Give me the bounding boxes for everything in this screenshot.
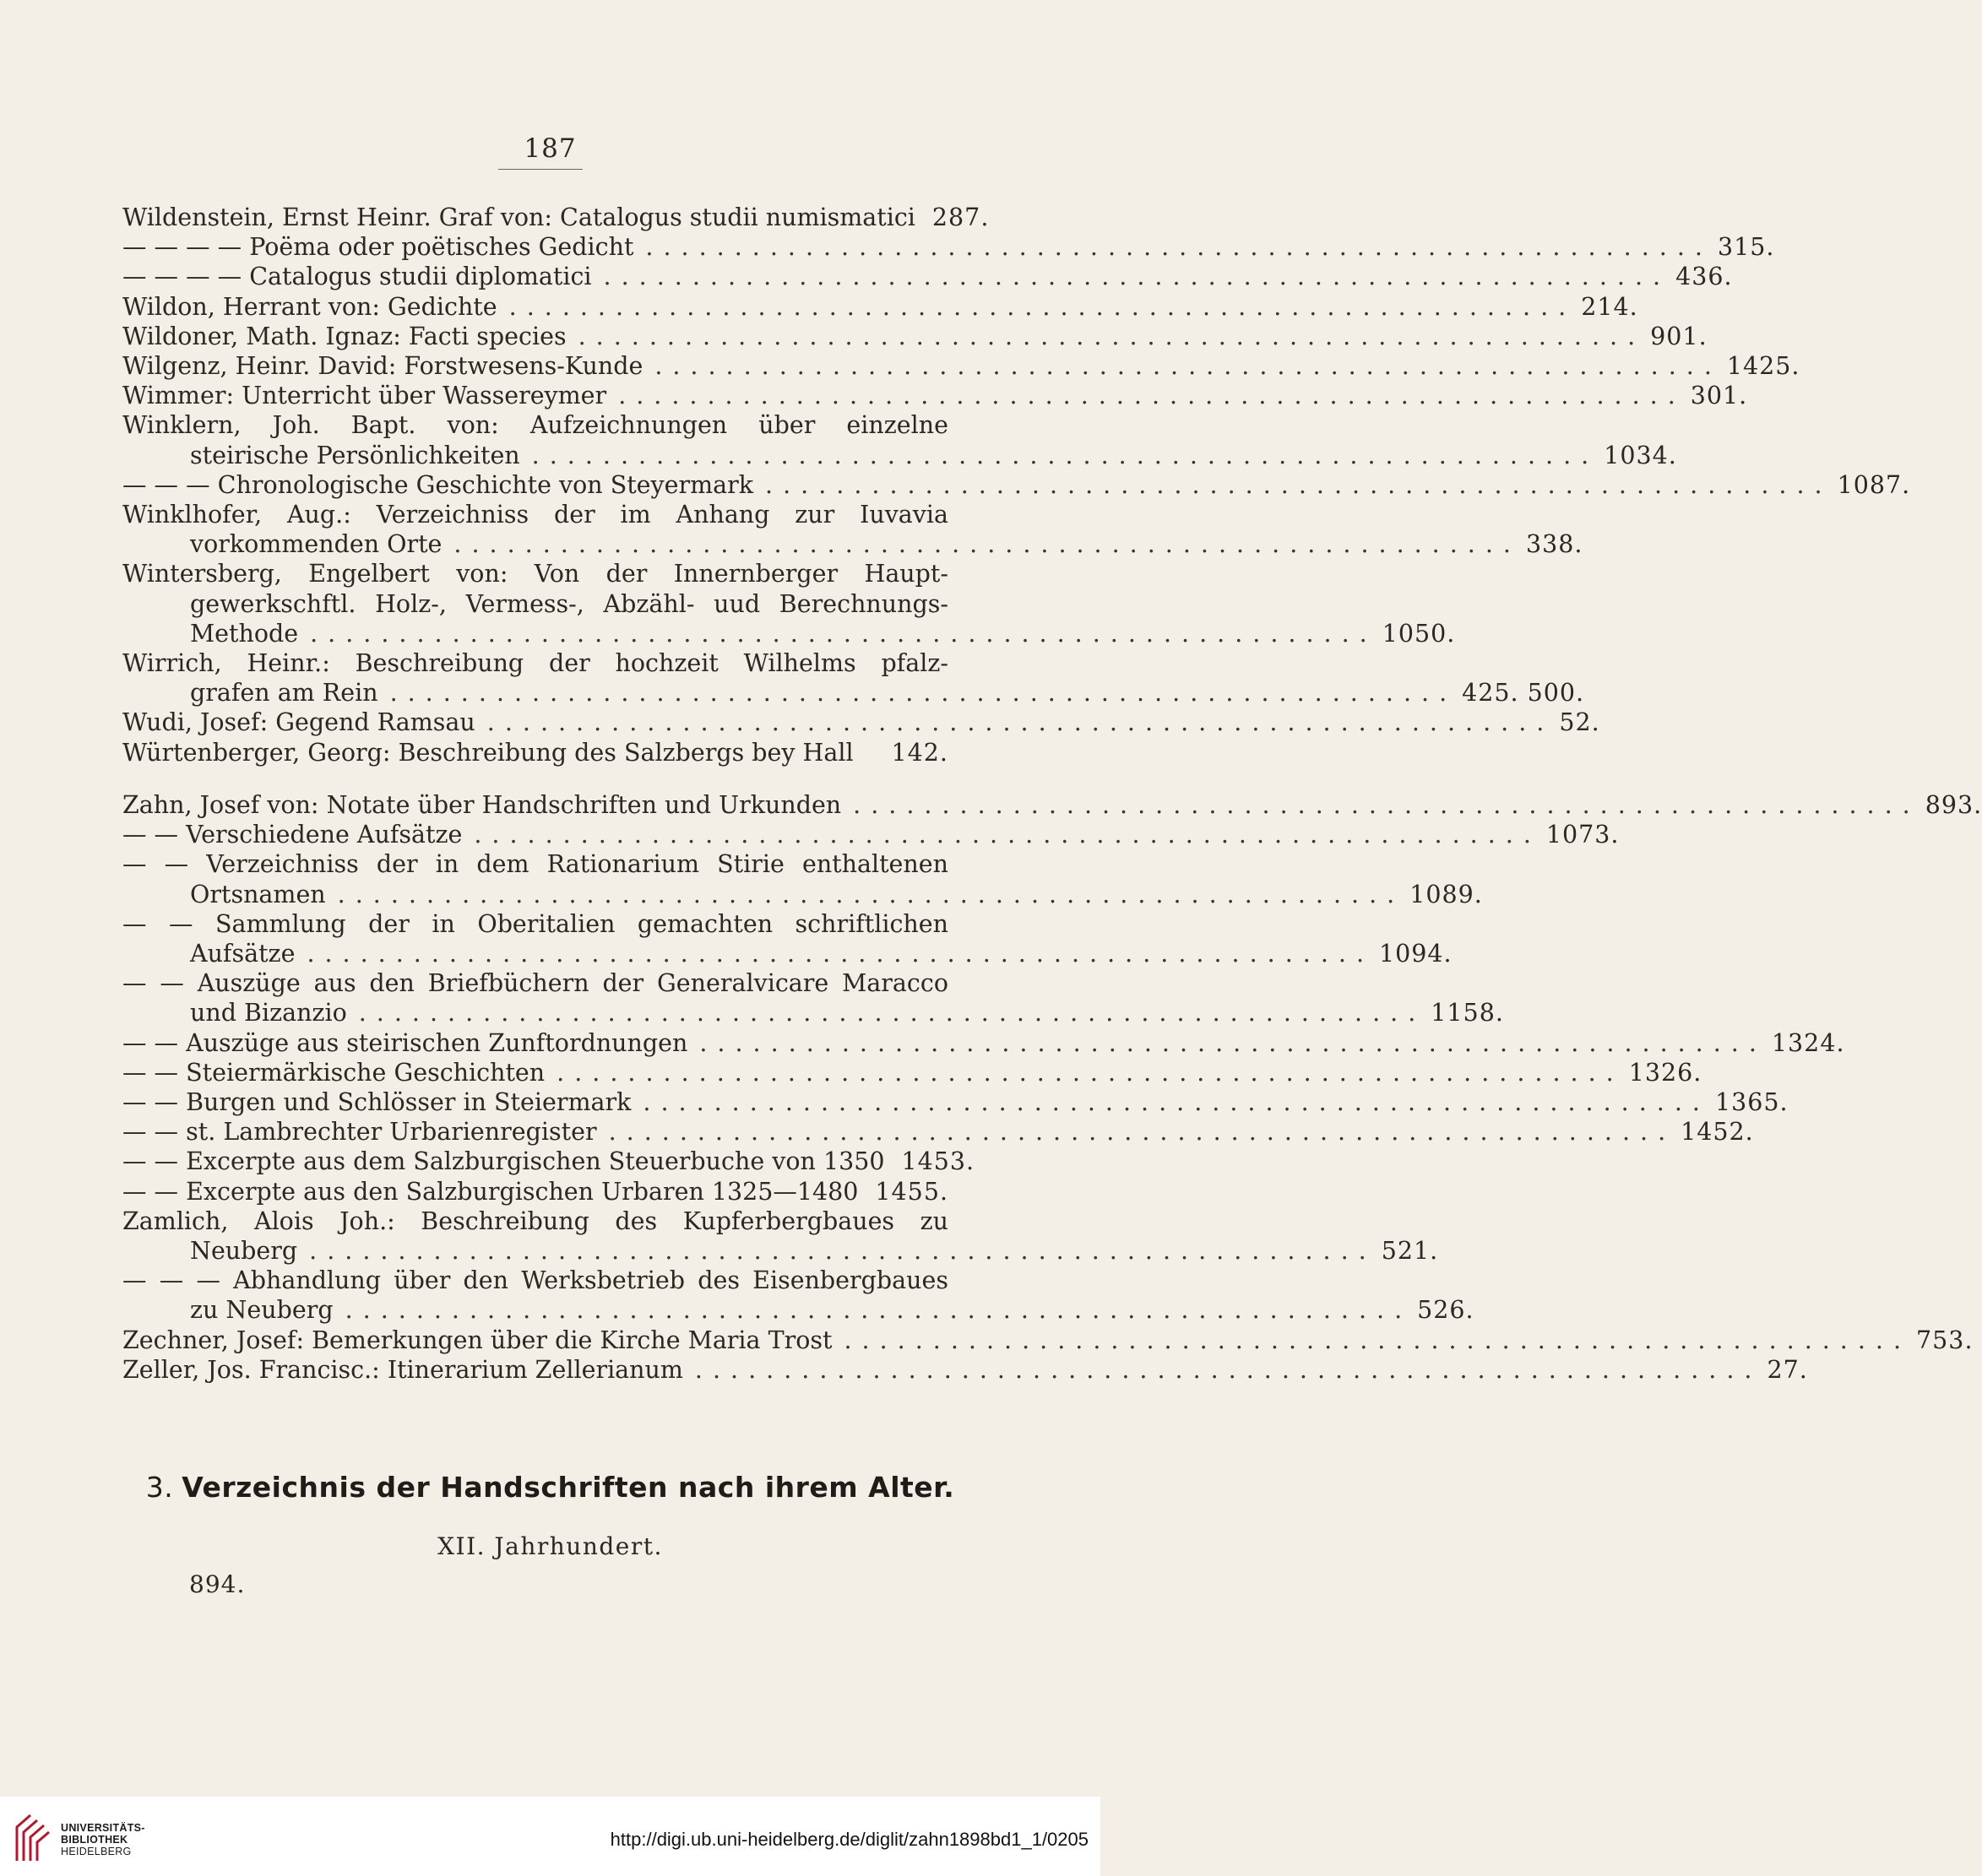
leader-dots: ............................................................	[618, 382, 1686, 410]
entry-number: 301.	[1690, 382, 1748, 410]
leader-dots: ............................................................	[337, 880, 1405, 908]
leader-dots: ............................................................	[389, 679, 1458, 708]
index-entry	[122, 968, 948, 998]
section-heading	[0, 1471, 1100, 1504]
index-entry	[122, 232, 1775, 262]
entry-text: Zechner, Josef: Bemerkungen über die Kirche Maria Trost	[122, 1326, 833, 1354]
entry-number: 1094.	[1379, 940, 1453, 968]
entry-text: — — — Chronologische Geschichte von Steyermark	[122, 470, 754, 499]
manuscript-number: 894.	[189, 1570, 246, 1598]
index-entry	[122, 790, 1982, 820]
entry-text: — — — Abhandlung über den Werksbetrieb des Eisenbergbaues	[122, 1266, 948, 1295]
entry-text: Wilgenz, Heinr. David: Forstwesens-Kunde	[122, 352, 643, 381]
entry-text: — — — — Poëma oder poëtisches Gedicht	[122, 233, 634, 262]
entry-number: 52.	[1559, 708, 1600, 737]
entry-number: 753.	[1916, 1326, 1974, 1354]
entry-text: Wildoner, Math. Ignaz: Facti species	[122, 322, 567, 350]
leader-dots: ............................................................	[474, 821, 1541, 849]
century-heading: XII. Jahrhundert.	[437, 1532, 663, 1560]
leader-dots: ............................................................	[310, 619, 1377, 648]
entry-text: Würtenberger, Georg: Beschreibung des Salzbergs bey Hall	[122, 738, 854, 767]
index-entry	[122, 678, 1585, 708]
entry-text: grafen am Rein	[190, 679, 378, 708]
entry-text: Wintersberg, Engelbert von: Von der Innernberger Haupt-	[122, 560, 948, 588]
index-entry	[122, 998, 1504, 1027]
entry-number: 1365.	[1714, 1088, 1789, 1117]
index-entry	[122, 1147, 975, 1176]
entry-text: Zeller, Jos. Francisc.: Itinerarium Zellerianum	[122, 1355, 683, 1384]
page-number-rule	[498, 169, 583, 170]
entry-number: 214.	[1581, 292, 1638, 321]
leader-dots: ............................................................	[578, 322, 1646, 350]
entry-number: 425. 500.	[1462, 679, 1585, 708]
index-entry	[122, 648, 948, 678]
index-entry	[122, 1206, 948, 1236]
index-entry	[122, 939, 1453, 968]
entry-text: — — Verzeichniss der in dem Rationarium Stirie enthaltenen	[122, 850, 948, 879]
entry-number: 1158.	[1431, 999, 1504, 1027]
index-entry	[122, 470, 1911, 500]
index-entry	[122, 1058, 1702, 1087]
leader-dots: ............................................................	[694, 1355, 1762, 1384]
entry-text: Neuberg	[190, 1237, 298, 1266]
entry-text: — — Auszüge aus steirischen Zunftordnungen	[122, 1028, 688, 1057]
index-entry	[122, 1117, 1754, 1147]
index-entry	[122, 1266, 948, 1295]
entry-number: 1073.	[1545, 821, 1620, 849]
index-entry	[122, 1177, 948, 1206]
leader-dots: ............................................................	[853, 791, 1920, 819]
section-number: 3.	[145, 1471, 174, 1504]
index-entry	[122, 708, 1600, 737]
entry-number: 315.	[1717, 233, 1775, 262]
leader-dots: ............................................................	[765, 470, 1833, 499]
entry-number: 142.	[891, 738, 948, 767]
leader-dots: ............................................................	[508, 292, 1577, 321]
entry-text: Ortsnamen	[190, 880, 326, 908]
entry-text: gewerkschftl. Holz-, Vermess-, Abzähl- uud Berechnungs-	[190, 589, 948, 618]
institution-line-1: UNIVERSITÄTS-	[61, 1822, 145, 1834]
index-entry	[122, 1236, 1439, 1266]
leader-dots: ............................................................	[531, 441, 1599, 469]
index-entry	[122, 203, 990, 232]
entry-number: 1034.	[1604, 441, 1677, 469]
section-title: Verzeichnis der Handschriften nach ihrem Alter.	[182, 1471, 955, 1504]
entry-text: vorkommenden Orte	[190, 530, 443, 559]
entry-text: und Bizanzio	[190, 999, 347, 1027]
entry-number: 436.	[1675, 263, 1733, 291]
leader-dots: ............................................................	[699, 1028, 1767, 1057]
entry-number: 1087.	[1837, 470, 1911, 499]
index-entry	[122, 559, 948, 588]
index-entry	[122, 529, 1583, 559]
leader-dots: ............................................................	[844, 1326, 1912, 1354]
entry-text: — — Burgen und Schlösser in Steiermark	[122, 1088, 632, 1117]
leader-dots: ............................................................	[608, 1118, 1676, 1147]
entry-number: 1324.	[1771, 1028, 1845, 1057]
entry-text: Wimmer: Unterricht über Wassereymer	[122, 382, 607, 410]
entry-text: — — Excerpte aus dem Salzburgischen Steuerbuche von 1350	[122, 1147, 885, 1176]
leader-dots: ............................................................	[345, 1296, 1413, 1325]
entry-text: — — Auszüge aus den Briefbüchern der Generalvicare Maracco	[122, 969, 948, 998]
entry-number: 521.	[1381, 1237, 1439, 1266]
leader-dots: ............................................................	[557, 1058, 1624, 1087]
index-list-z	[122, 790, 1982, 1385]
entry-number: 1452.	[1681, 1118, 1754, 1147]
entry-text: — — Steiermärkische Geschichten	[122, 1058, 546, 1087]
entry-text: Methode	[190, 619, 299, 648]
page-number: 187	[524, 133, 577, 164]
entry-number: 901.	[1650, 322, 1708, 350]
index-entry	[122, 410, 948, 440]
index-entry	[122, 619, 1456, 648]
source-url-link[interactable]: http://digi.ub.uni-heidelberg.de/diglit/zahn1898bd1_1/0205	[610, 1829, 1089, 1850]
leader-dots: ............................................................	[603, 263, 1671, 291]
entry-text: Wirrich, Heinr.: Beschreibung der hochzeit Wilhelms pfalz-	[122, 649, 948, 678]
entry-text: Winklern, Joh. Bapt. von: Aufzeichnungen über einzelne	[122, 411, 948, 440]
entry-text: — — Sammlung der in Oberitalien gemachten schriftlichen	[122, 909, 948, 938]
index-entry	[122, 441, 1677, 470]
footer-bar	[0, 1797, 1100, 1876]
entry-number: 287.	[931, 203, 990, 231]
index-entry	[122, 381, 1748, 410]
entry-number: 1326.	[1628, 1058, 1702, 1087]
leader-dots: ............................................................	[643, 1088, 1710, 1117]
leader-dots: ............................................................	[654, 352, 1722, 381]
index-entry	[122, 1028, 1845, 1058]
entry-text: steirische Persönlichkeiten	[190, 441, 520, 469]
index-entry	[122, 1326, 1974, 1355]
index-entry	[122, 500, 948, 529]
index-entry	[122, 322, 1708, 351]
leader-dots: ............................................................	[309, 1237, 1377, 1266]
entry-number: 893.	[1925, 791, 1982, 819]
entry-number: 1089.	[1409, 880, 1483, 908]
index-entry	[122, 262, 1733, 291]
institution-line-3: HEIDELBERG	[61, 1846, 132, 1857]
entry-text: Aufsätze	[190, 940, 296, 968]
index-entry	[122, 820, 1620, 849]
entry-text: Wudi, Josef: Gegend Ramsau	[122, 708, 475, 737]
index-entry	[122, 351, 1800, 381]
index-entry	[122, 1295, 1474, 1325]
leader-dots: ............................................................	[486, 708, 1555, 737]
entry-text: Wildenstein, Ernst Heinr. Graf von: Catalogus studii numismatici	[122, 203, 915, 231]
index-entry	[122, 849, 948, 879]
leader-dots: ............................................................	[453, 530, 1521, 559]
index-entry	[122, 1355, 1808, 1385]
leader-dots: ............................................................	[645, 233, 1713, 262]
index-list-w	[122, 203, 1911, 767]
entry-number: 27.	[1767, 1355, 1808, 1384]
index-entry	[122, 292, 1638, 322]
entry-text: — — st. Lambrechter Urbarienregister	[122, 1118, 597, 1147]
entry-text: Zamlich, Alois Joh.: Beschreibung des Kupferbergbaues zu	[122, 1206, 948, 1235]
leader-dots: ............................................................	[358, 999, 1426, 1027]
entry-number: 526.	[1417, 1296, 1474, 1325]
index-entry	[122, 909, 948, 939]
entry-text: zu Neuberg	[190, 1296, 334, 1325]
entry-text: — — Excerpte aus den Salzburgischen Urbaren 1325—1480	[122, 1177, 859, 1206]
entry-number: 1455.	[875, 1177, 949, 1206]
entry-text: — — Verschiedene Aufsätze	[122, 821, 463, 849]
entry-text: Zahn, Josef von: Notate über Handschriften und Urkunden	[122, 791, 842, 819]
index-entry	[122, 589, 948, 619]
entry-text: Wildon, Herrant von: Gedichte	[122, 292, 497, 321]
entry-number: 1453.	[901, 1147, 975, 1176]
entry-number: 1425.	[1726, 352, 1800, 381]
leader-dots: ............................................................	[307, 940, 1374, 968]
index-entry	[122, 1087, 1789, 1117]
entry-text: Winklhofer, Aug.: Verzeichniss der im Anhang zur Iuvavia	[122, 501, 948, 529]
institution-line-2: BIBLIOTHEK	[61, 1834, 128, 1846]
index-entry	[122, 880, 1483, 909]
index-entry	[122, 738, 948, 767]
institution-name	[61, 1822, 145, 1857]
library-logo-icon[interactable]	[12, 1810, 54, 1864]
entry-number: 338.	[1525, 530, 1583, 559]
entry-text: — — — — Catalogus studii diplomatici	[122, 263, 592, 291]
entry-number: 1050.	[1382, 619, 1456, 648]
